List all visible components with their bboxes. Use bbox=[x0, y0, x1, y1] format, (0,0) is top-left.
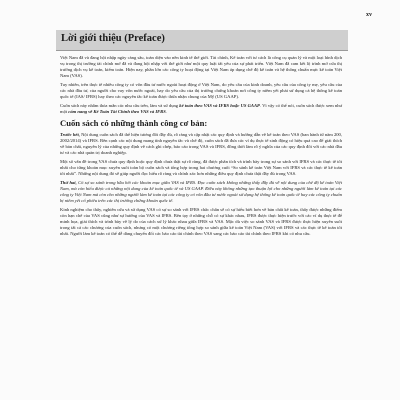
intro-p3-emphasis-1: kế toán theo VAS và IFRS hoặc US GAAP bbox=[179, 103, 260, 109]
section-heading: Cuốn sách có những thành công cơ bản: bbox=[60, 118, 208, 129]
page-number: xv bbox=[366, 12, 372, 18]
section-p3-text: Có sự so sánh trong hầu hết các khoản mục giữa VAS và IFRS. Đọc cuốn sách không những thấy đầy đủ về nội dung của chế độ kế toán Việt Nam, mà còn hiểu được cả những nội dung của kế toán quốc tế và US GAAP. Điều này không những tạo thuận lợi cho những người làm kế toán tại các công ty Việt Nam mà còn cho những người làm kế toán tại các công ty có vốn đầu tư nước ngoài sử dụng hệ thống kế toán quốc tế hay các công ty chuẩn bị niêm yết cổ phiếu trên các thị trường chứng khoán quốc tế. bbox=[60, 180, 342, 204]
section-p1-lead: Trước hết, bbox=[60, 132, 80, 138]
intro-p3-text-c: . bbox=[165, 109, 167, 114]
preface-title-banner bbox=[56, 30, 348, 51]
preface-title: Lời giới thiệu (Preface) bbox=[61, 33, 165, 44]
section-p3-lead: Thứ hai, bbox=[60, 180, 77, 186]
section-paragraph-4: Kinh nghiệm cho thấy, nghiên cứu và sử dụng VAS có sự so sánh với IFRS chắc chắn sẽ có sự hiểu biết hơn về bản chất kế toán, thấy được những điểm còn hạn chế của VAS cũng như sự hướng của VAS và IFRS. Bên tạy ở những chỗ có sự khác nhau, IFRS được thực hiện trước với các ví dụ thực tế để minh họa, giải thích và trình bày về lý do của cách xử lý khác nhau giữa IFRS và VAS. Mặc dù việc so sánh VAS và IFRS được thực hiện xuyên suốt trong tất cả các chương của cuốn sách, nhưng có một chương riêng tổng hợp so sánh giữa kế toán Việt Nam (VAS) với IFRS và các thực tế kế toán tốt nhất. Người làm kế toán có thể dễ dàng chuyển đổi các báo cáo tài chính theo VAS sang các báo cáo tài chính theo IFRS khi có nhu cầu. bbox=[60, 207, 342, 236]
intro-p3-emphasis-2: cẩm nang về Kế Toán Tài Chính theo VAS và IFRS bbox=[68, 109, 166, 114]
intro-paragraph-1: Việt Nam đã và đang hội nhập ngày càng sâu, toàn diện vào nền kinh tế thế giới. Tài chính, Kế toán với tư cách là công cụ quản lý và một loại hình dịch vụ trong thị trường tài chính mở đã và đang hội nhập với thế giới như một quy luật tất yếu của sự phát triển. Việt Nam đã cam kết lộ trình mở cửa thị trường dịch vụ kế toán, kiểm toán. Hiện nay, phần lớn các công ty hoạt động tại Việt Nam áp dụng chế độ kế toán và hệ thống chuẩn mực kế toán Việt Nam (VAS). bbox=[60, 55, 342, 78]
section-p1-text: Nội dung cuốn sách đã thể hiện tương đối đầy đủ, rõ ràng và cập nhật các quy định và hướng dẫn về kế toán theo VAS (ban hành từ năm 200, 2002/2014) và IFRS. Bên cạnh các nội dung mang tính nguyên tắc và chế độ, cuốn sách đã đưa các ví dụ thực tế sinh động có hiệu quả cao để giải thích về bản chất, nguyên lý của những quy định về cách ghi chép, báo cáo trong VAS và IFRS, đồng thời làm rõ ý nghĩa của các quy định đối với các nhà đầu tư và các nhà quản trị doanh nghiệp. bbox=[60, 132, 342, 155]
section-paragraph-2: Một số vấn đề trong VAS chưa quy định hoặc quy định chưa thật sự rõ ràng, đã được phân tích và trình bày trong sự so sánh với IFRS và các thực tế tốt nhất cho từng khoản mục xuyên suốt toàn bộ cuốn sách và tổng hợp trong hai chương cuối “So sánh kế toán Việt Nam với IFRS và các thực tế kế toán tốt nhất”. Những nội dung đó sẽ giúp người đọc hiểu rõ ràng và chính xác hơn những điều quy định chưa thật đầy đủ trong VAS. bbox=[60, 159, 342, 177]
intro-p3-text-b: . Vì vậy có thể nói, cuốn sách được xem như một bbox=[60, 103, 342, 114]
intro-p3-text-a: Cuốn sách này nhằm thỏa mãn các nhu cầu trên, làm và sử dụng bbox=[60, 103, 180, 109]
intro-paragraph-2: Tuy nhiên, trên thực tế nhiều công ty có vốn đầu tư nước ngoài hoạt động ở Việt Nam, do yêu cầu của kinh doanh, yêu cầu của công ty mẹ, yêu cầu của các nhà đầu tư, của người cho vay vốn nước ngoài, hay do yêu cầu của thị trường chứng khoán nơi công ty niêm yết phải sử dụng cả hệ thống kế toán quốc tế (IAS/ IFRS) hay theo các nguyên tắc kế toán được thừa nhận chung của Mỹ (US GAAP). bbox=[60, 82, 342, 99]
page-body bbox=[60, 55, 342, 240]
section-paragraph-1 bbox=[60, 132, 342, 156]
intro-paragraph-3 bbox=[60, 103, 342, 115]
section-paragraph-3 bbox=[60, 180, 342, 204]
